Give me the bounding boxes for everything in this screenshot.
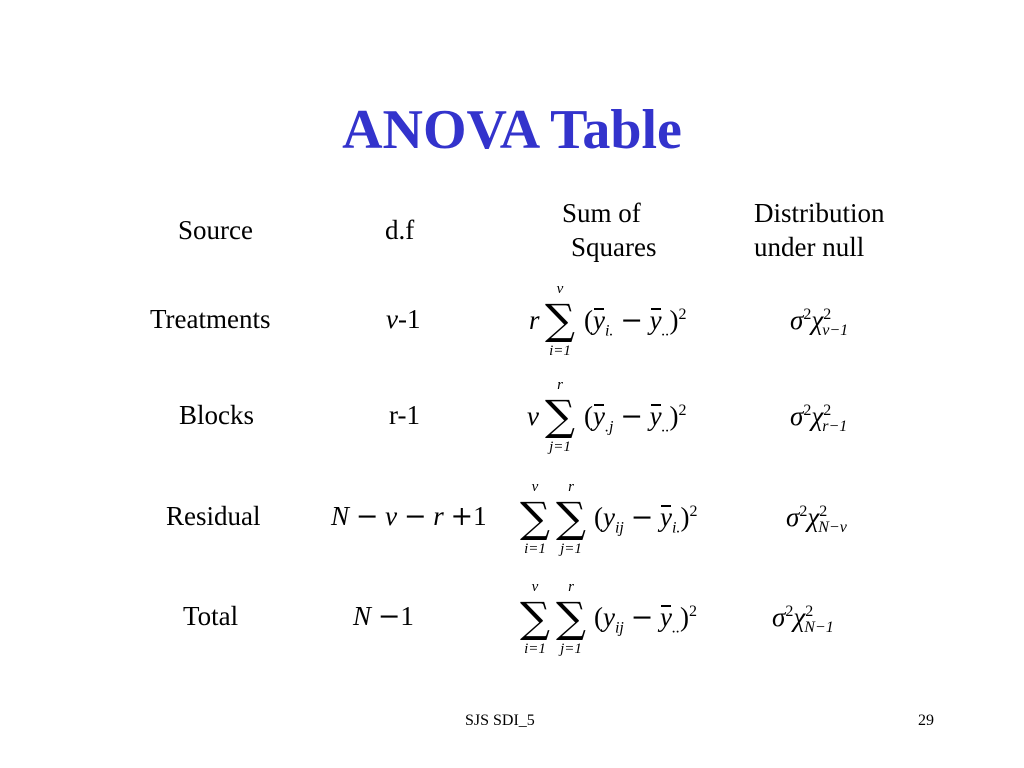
header-dist-line2: under null (754, 232, 865, 262)
header-ss-line2: Squares (571, 232, 657, 262)
treatments-chi-df: v−1 (822, 322, 849, 340)
row-treatments-source: Treatments (150, 304, 271, 334)
blocks-sum-lower: j=1 (549, 439, 571, 455)
residual-sum2-symbol: r ∑ j=1 (548, 479, 594, 557)
row-blocks-source: Blocks (179, 400, 255, 430)
header-dist-line1: Distribution (754, 198, 885, 228)
header-df: d.f (385, 215, 415, 245)
total-ss-term: $(y_{ij} - y_{..})^2$ (594, 602, 697, 637)
total-sum1-upper: v (531, 579, 539, 595)
row-residual-df: N − v − r +1 (331, 501, 487, 532)
row-treatments-df: v-1 (386, 304, 421, 334)
footer-label: SJS SDI_5 (465, 712, 535, 729)
blocks-ss-term: $(y_{.j} - y_{..})^2$ (584, 401, 687, 436)
total-sum2-symbol: r ∑ j=1 (548, 579, 594, 657)
total-sum2-lower: j=1 (560, 641, 582, 657)
treatments-distribution: $\sigma^2\chi^2_{v-1}$ (790, 305, 849, 340)
page-number: 29 (918, 712, 934, 729)
total-sum1-lower: i=1 (524, 641, 546, 657)
blocks-chi-df: r−1 (822, 418, 848, 436)
row-total-df: N −1 (353, 601, 414, 632)
residual-sum2-upper: r (568, 479, 574, 495)
row-blocks-df: r-1 (389, 400, 420, 430)
treatments-ss-multiplier: r (529, 305, 540, 335)
residual-chi-df: N−v (818, 519, 847, 537)
residual-sum2-lower: j=1 (560, 541, 582, 557)
blocks-ss-multiplier: v (527, 401, 539, 431)
residual-distribution: $\sigma^2\chi^2_{N-v}$ (786, 502, 847, 537)
total-sum2-upper: r (568, 579, 574, 595)
residual-sum1-upper: v (531, 479, 539, 495)
header-ss-line1: Sum of (562, 198, 641, 228)
total-chi-df: N−1 (804, 619, 834, 637)
treatments-sum-upper: v (556, 281, 564, 297)
row-total-source: Total (183, 601, 239, 631)
residual-ss-term: $(y_{ij} - y_{i.})^2$ (594, 502, 698, 537)
residual-sum1-symbol: v ∑ i=1 (512, 479, 558, 557)
blocks-sum-symbol: r ∑ j=1 (537, 377, 583, 455)
residual-sum1-lower: i=1 (524, 541, 546, 557)
row-residual-source: Residual (166, 501, 261, 531)
blocks-distribution: $\sigma^2\chi^2_{r-1}$ (790, 401, 848, 436)
treatments-ss-term: $(y_{i.} - y_{..})^2$ (584, 305, 687, 340)
header-source: Source (178, 215, 253, 245)
treatments-sum-lower: i=1 (549, 343, 571, 359)
total-distribution: $\sigma^2\chi^2_{N-1}$ (772, 602, 834, 637)
blocks-sum-upper: r (557, 377, 563, 393)
treatments-sum-symbol: v ∑ i=1 (537, 281, 583, 359)
total-sum1-symbol: v ∑ i=1 (512, 579, 558, 657)
slide-title: ANOVA Table (342, 99, 682, 161)
